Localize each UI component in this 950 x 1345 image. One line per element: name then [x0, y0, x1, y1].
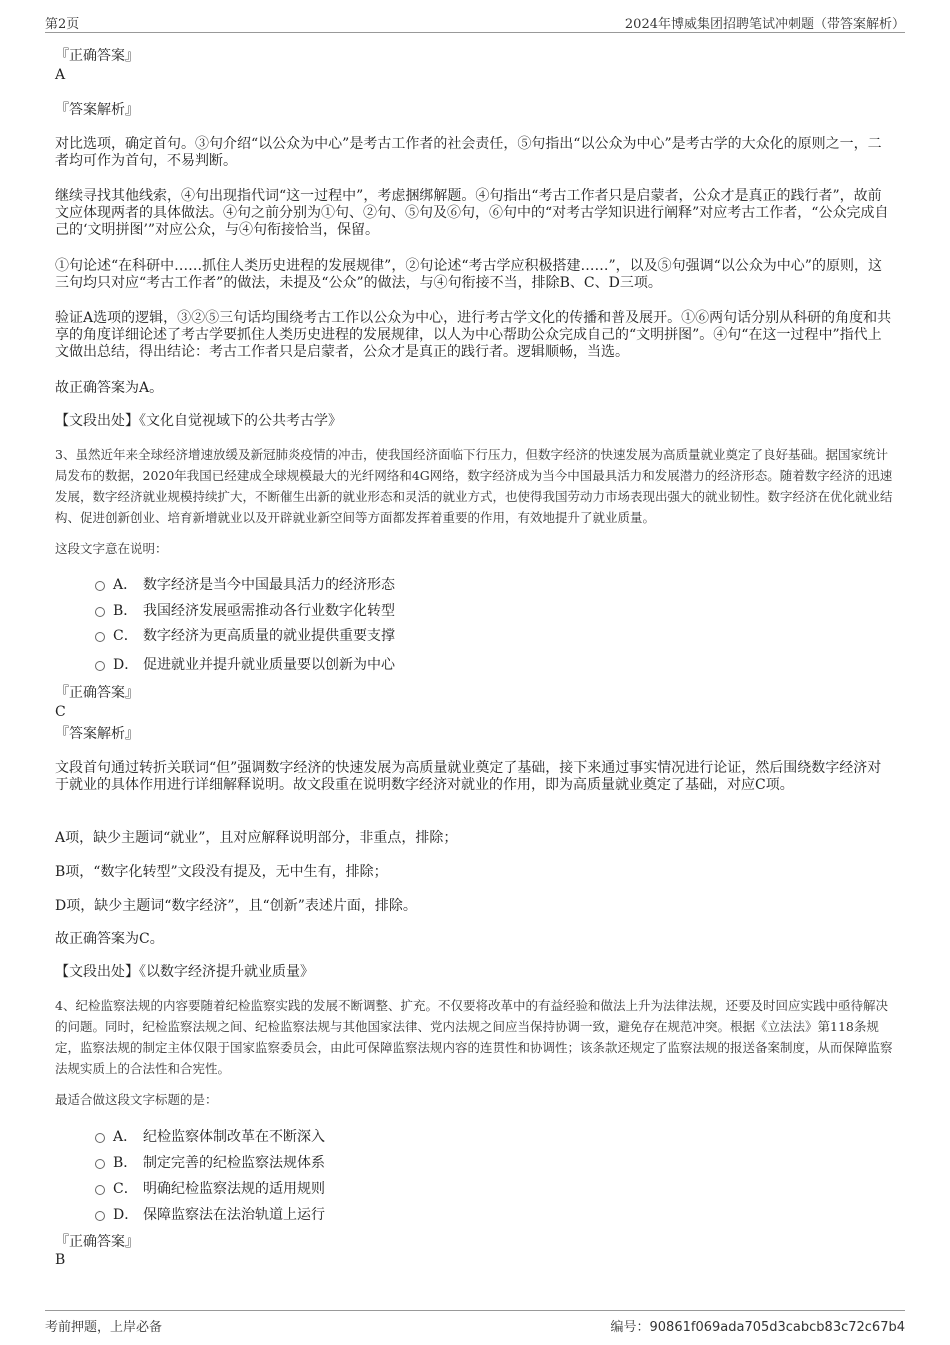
- option-letter: B．: [113, 1155, 138, 1171]
- option-d[interactable]: [95, 1206, 325, 1224]
- question-prompt: 最适合做这段文字标题的是：: [55, 1092, 218, 1107]
- option-text: 制定完善的纪检监察法规体系: [143, 1155, 325, 1171]
- analysis-label: 『答案解析』: [55, 102, 139, 118]
- option-b[interactable]: [95, 602, 395, 620]
- analysis-conclusion: 故正确答案为A。: [55, 380, 164, 396]
- option-b[interactable]: [95, 1154, 325, 1172]
- option-a[interactable]: [95, 576, 395, 594]
- option-letter: A．: [113, 1129, 138, 1145]
- page-header: [45, 10, 905, 33]
- page-number: 第2页: [45, 17, 80, 32]
- radio-icon[interactable]: [95, 1211, 105, 1221]
- source-citation: 【文段出处】《文化自觉视域下的公共考古学》: [55, 413, 342, 429]
- analysis-paragraph: 文段首句通过转折关联词“但”强调数字经济的快速发展为高质量就业奠定了基础，接下来通过事实情况进行论证，然后围绕数字经济对于就业的具体作用进行详细解释说明。故文段重在说明数字经济对就业的作用，即为高质量就业奠定了基础，对应C项。: [55, 760, 882, 793]
- option-text: 保障监察法在法治轨道上运行: [143, 1207, 325, 1223]
- answer-value: C: [55, 704, 66, 720]
- radio-icon[interactable]: [95, 1185, 105, 1195]
- document-code: [611, 1316, 906, 1335]
- option-text: 数字经济为更高质量的就业提供重要支撑: [143, 628, 395, 644]
- radio-icon[interactable]: [95, 661, 105, 671]
- answer-value: A: [55, 67, 66, 83]
- analysis-paragraph: B项，“数字化转型”文段没有提及，无中生有，排除；: [55, 864, 388, 880]
- question-stem: 3、虽然近年来全球经济增速放缓及新冠肺炎疫情的冲击，使我国经济面临下行压力，但数字经济的快速发展为高质量就业奠定了良好基础。据国家统计局发布的数据，2020年我国已经建成全球规模最大的光纤网络和4G网络，数字经济成为当今中国最具活力和发展潜力的经济形态。随着数字经济的迅速发展，数字经济就业规模持续扩大，不断催生出新的就业形态和灵活的就业方式，也使得我国劳动力市场表现出强大的就业韧性。数字经济在优化就业结构、促进创新创业、培育新增就业以及开辟就业新空间等方面都发挥着重要的作用，有效地提升了就业质量。: [55, 447, 893, 525]
- radio-icon[interactable]: [95, 632, 105, 642]
- option-letter: D．: [113, 1207, 139, 1223]
- option-d[interactable]: [95, 656, 395, 674]
- document-title: 2024年博威集团招聘笔试冲刺题（带答案解析）: [624, 17, 905, 32]
- radio-icon[interactable]: [95, 1133, 105, 1143]
- answer-label: 『正确答案』: [55, 48, 139, 64]
- source-citation: 【文段出处】《以数字经济提升就业质量》: [55, 964, 314, 980]
- option-letter: A．: [113, 577, 138, 593]
- analysis-label: 『答案解析』: [55, 726, 139, 742]
- analysis-paragraph: A项，缺少主题词“就业”，且对应解释说明部分，非重点，排除；: [55, 830, 458, 846]
- question-prompt: 这段文字意在说明：: [55, 541, 168, 556]
- option-text: 明确纪检监察法规的适用规则: [143, 1181, 325, 1197]
- radio-icon[interactable]: [95, 1159, 105, 1169]
- option-letter: B．: [113, 603, 138, 619]
- question-stem: 4、纪检监察法规的内容要随着纪检监察实践的发展不断调整、扩充。不仅要将改革中的有益经验和做法上升为法律法规，还要及时回应实践中亟待解决的问题。同时，纪检监察法规之间、纪检监察法规与其他国家法律、党内法规之间应当保持协调一致，避免存在规范冲突。根据《立法法》第118条规定，监察法规的制定主体仅限于国家监察委员会，由此可保障监察法规内容的连贯性和协调性；该条款还规定了监察法规的报送备案制度，从而保障监察法规实质上的合法性和合宪性。: [55, 998, 893, 1076]
- option-text: 我国经济发展亟需推动各行业数字化转型: [143, 603, 395, 619]
- answer-label: 『正确答案』: [55, 685, 139, 701]
- page-footer: [45, 1310, 905, 1337]
- footer-slogan: 考前押题，上岸必备: [45, 1320, 163, 1335]
- option-text: 数字经济是当今中国最具活力的经济形态: [143, 577, 395, 593]
- analysis-paragraph: 对比选项，确定首句。③句介绍“以公众为中心”是考古工作者的社会责任，⑤句指出“以公众为中心”是考古学的大众化的原则之一，二者均可作为首句，不易判断。: [55, 136, 882, 169]
- option-letter: D．: [113, 657, 139, 673]
- option-letter: C．: [113, 628, 138, 644]
- option-letter: C．: [113, 1181, 138, 1197]
- code-value: 90861f069ada705d3cabcb83c72c67b4: [649, 1320, 905, 1335]
- option-c[interactable]: [95, 1180, 325, 1198]
- option-a[interactable]: [95, 1128, 325, 1146]
- code-label: 编号：: [610, 1320, 650, 1335]
- radio-icon[interactable]: [95, 581, 105, 591]
- answer-label: 『正确答案』: [55, 1234, 139, 1250]
- answer-value: B: [55, 1252, 66, 1268]
- analysis-paragraph: 验证A选项的逻辑，③②⑤三句话均围绕考古工作以公众为中心，进行考古学文化的传播和普及展开。①⑥两句话分别从科研的角度和共享的角度详细论述了考古学要抓住人类历史进程的发展规律，以人为中心帮助公众完成自己的“文明拼图”。④句“在这一过程中”指代上文做出总结，得出结论：考古工作者只是启蒙者，公众才是真正的践行者。逻辑顺畅，当选。: [55, 310, 892, 360]
- option-text: 纪检监察体制改革在不断深入: [143, 1129, 325, 1145]
- analysis-paragraph: 继续寻找其他线索，④句出现指代词“这一过程中”，考虑捆绑解题。④句指出“考古工作者只是启蒙者，公众才是真正的践行者”，故前文应体现两者的具体做法。④句之前分别为①句、②句、⑤句及⑥句，⑥句中的“对考古学知识进行阐释”对应考古工作者，“公众完成自己的‘文明拼图’”对应公众，与④句衔接恰当，保留。: [55, 188, 889, 238]
- option-c[interactable]: [95, 627, 395, 645]
- radio-icon[interactable]: [95, 607, 105, 617]
- analysis-paragraph: ①句论述“在科研中……抓住人类历史进程的发展规律”，②句论述“考古学应积极搭建……”，以及⑤句强调“以公众为中心”的原则，这三句均只对应“考古工作者”的做法，未提及“公众”的做法，与④句衔接不当，排除B、C、D三项。: [55, 258, 882, 291]
- analysis-paragraph: D项，缺少主题词“数字经济”，且“创新”表述片面，排除。: [55, 898, 417, 914]
- analysis-conclusion: 故正确答案为C。: [55, 931, 164, 947]
- option-text: 促进就业并提升就业质量要以创新为中心: [143, 657, 395, 673]
